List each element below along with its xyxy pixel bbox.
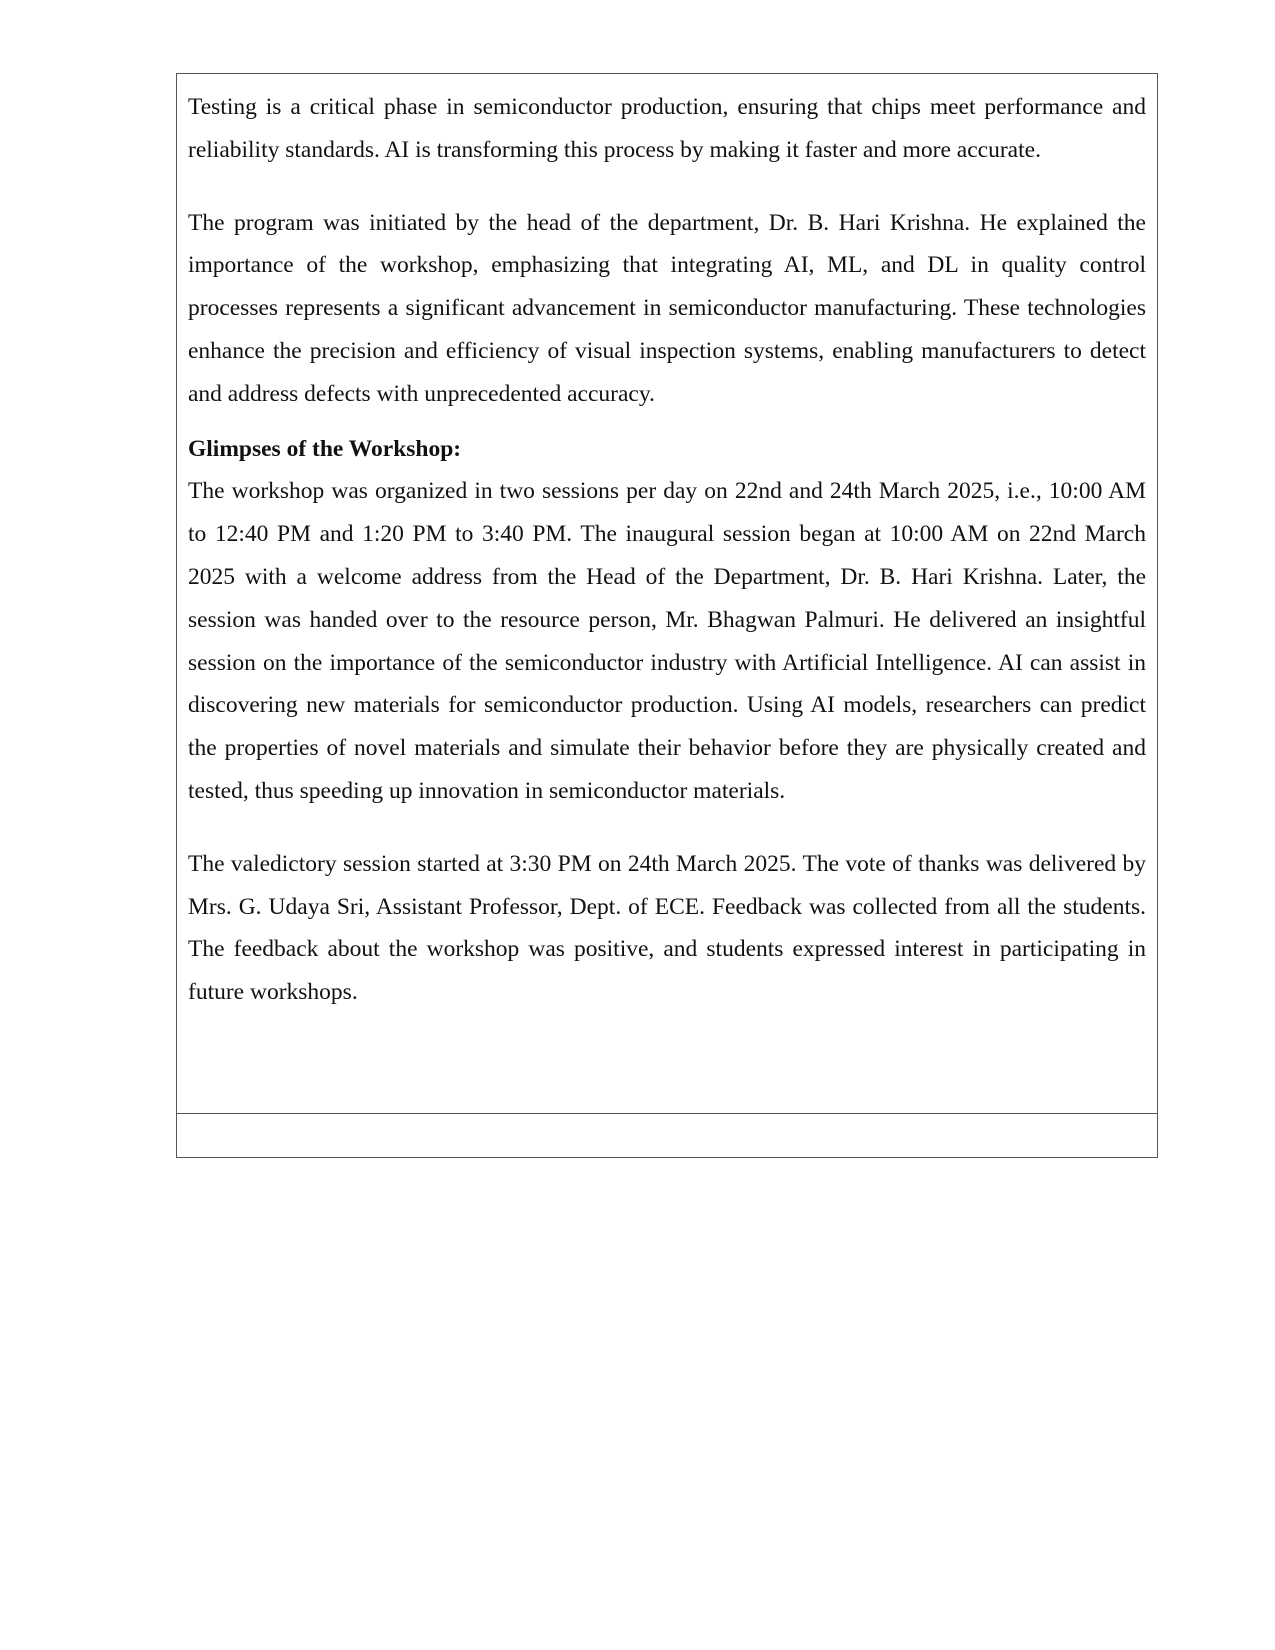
program-initiation-paragraph: The program was initiated by the head of the department, Dr. B. Hari Krishna. He explained the importance of the workshop, emphasizing that integrating AI, ML, and DL in quality control processes represents a significant advancement in semiconductor manufacturing. These technologies enhance the precision and efficiency of visual inspection systems, enabling manufacturers to detect and address defects with unprecedented accuracy.: [188, 209, 1146, 407]
intro-paragraph: Testing is a critical phase in semiconductor production, ensuring that chips meet performance and reliability standards. AI is transforming this process by making it faster and more accurate.: [188, 94, 1146, 163]
section-heading: Glimpses of the Workshop:: [188, 435, 462, 462]
empty-table-row: [177, 1114, 1157, 1157]
report-content-cell: [177, 74, 1157, 1114]
workshop-sessions-paragraph: The workshop was organized in two sessions per day on 22nd and 24th March 2025, i.e., 10:00 AM to 12:40 PM and 1:20 PM to 3:40 PM. The inaugural session began at 10:00 AM on 22nd March 2025 with a welcome address from the Head of the Department, Dr. B. Hari Krishna. Later, the session was handed over to the resource person, Mr. Bhagwan Palmuri. He delivered an insightful session on the importance of the semiconductor industry with Artificial Intelligence. AI can assist in discovering new materials for semiconductor production. Using AI models, researchers can predict the properties of novel materials and simulate their behavior before they are physically created and tested, thus speeding up innovation in semiconductor materials.: [188, 478, 1146, 804]
report-table: [176, 73, 1158, 1158]
valedictory-paragraph: The valedictory session started at 3:30 PM on 24th March 2025. The vote of thanks was delivered by Mrs. G. Udaya Sri, Assistant Professor, Dept. of ECE. Feedback was collected from all the students. The feedback about the workshop was positive, and students expressed interest in participating in future workshops.: [188, 850, 1146, 1006]
